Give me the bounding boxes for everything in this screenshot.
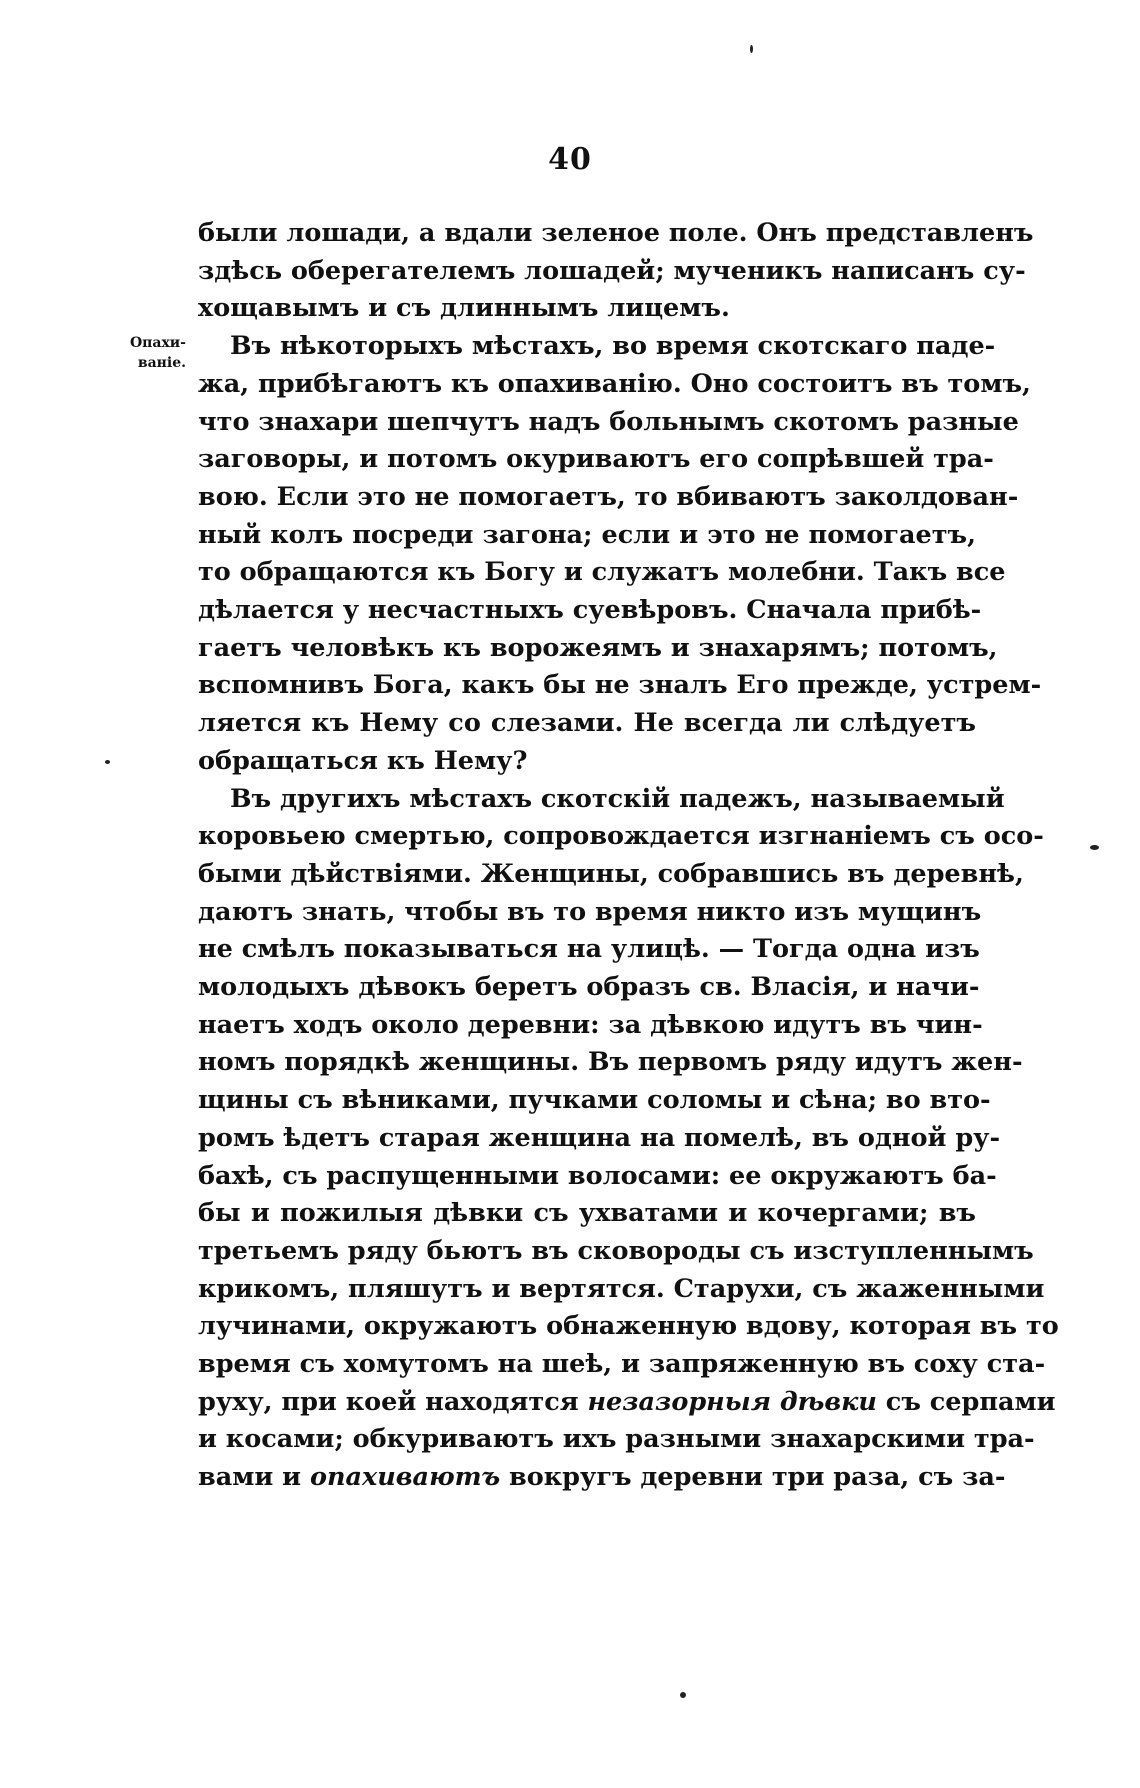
print-speck <box>680 1692 686 1698</box>
text-line: ляется къ Нему со слезами. Не всегда ли слѣдуетъ <box>198 708 976 739</box>
text-line: коровьею смертью, сопровождается изгнаніемъ съ осо- <box>198 821 1044 852</box>
text-line: жа, прибѣгаютъ къ опахиванію. Оно состоитъ въ томъ, <box>198 368 1031 399</box>
italic-phrase: незазорныя дѣвки <box>587 1386 877 1417</box>
text-line: даютъ знать, чтобы въ то время никто изъ мущинъ <box>198 896 982 927</box>
text-line: вою. Если это не помогаетъ, то вбиваютъ заколдован- <box>198 481 1019 512</box>
text-line: и косами; обкуриваютъ ихъ разными знахарскими тра- <box>198 1424 1035 1455</box>
text-line: не смѣлъ показываться на улицѣ. — Тогда одна изъ <box>198 934 980 965</box>
print-speck <box>1090 845 1099 850</box>
text-line: вспомнивъ Бога, какъ бы не зналъ Его прежде, устрем- <box>198 670 1042 701</box>
text-line: молодыхъ дѣвокъ беретъ образъ св. Власія, и начи- <box>198 972 980 1002</box>
text-line: обращаться къ Нему? <box>198 745 528 776</box>
text-line: руху, при коей находятся незазорныя дѣвки съ серпами <box>198 1386 1056 1417</box>
text-line: лучинами, окружаютъ обнаженную вдову, которая въ то <box>198 1311 1059 1342</box>
text-line: ромъ ѣдетъ старая женщина на помелѣ, въ одной ру- <box>198 1122 1001 1153</box>
italic-phrase: опахиваютъ <box>309 1462 501 1493</box>
text-line: щины съ вѣниками, пучками соломы и сѣна; во вто- <box>198 1085 991 1116</box>
text-line: крикомъ, пляшутъ и вертятся. Старухи, съ жаженными <box>198 1273 1045 1304</box>
text-line: что знахари шепчутъ надъ больнымъ скотомъ разные <box>198 406 1019 437</box>
text-line: быми дѣйствіями. Женщины, собравшись въ деревнѣ, <box>198 858 1024 889</box>
text-line: были лошади, а вдали зеленое поле. Онъ представленъ <box>198 218 1034 248</box>
margin-note-line: ваніе. <box>137 355 186 371</box>
text-line: бахѣ, съ распущенными волосами: ее окружаютъ ба- <box>198 1160 997 1191</box>
text-line: третьемъ ряду бьютъ въ сковороды съ изступленнымъ <box>198 1235 1034 1266</box>
page-number: 40 <box>548 142 592 177</box>
text-line: гаетъ человѣкъ къ ворожеямъ и знахарямъ; потомъ, <box>198 632 998 663</box>
text-line: то обращаются къ Богу и служатъ молебни. Такъ все <box>198 557 1006 588</box>
text-line: здѣсь оберегателемъ лошадей; мученикъ написанъ су- <box>198 255 1026 286</box>
text-line: наетъ ходъ около деревни: за дѣвкою идутъ въ чин- <box>198 1009 983 1040</box>
text-line: ный колъ посреди загона; если и это не помогаетъ, <box>198 519 976 550</box>
text-line: хощавымъ и съ длиннымъ лицемъ. <box>198 293 730 324</box>
text-line: бы и пожилыя дѣвки съ ухватами и кочергами; въ <box>198 1198 976 1229</box>
text-line: заговоры, и потомъ окуриваютъ его сопрѣвшей тра- <box>198 444 994 475</box>
margin-note-line: Опахи- <box>129 335 186 351</box>
text-line: Въ нѣкоторыхъ мѣстахъ, во время скотскаго паде- <box>230 331 996 362</box>
print-speck <box>105 760 110 764</box>
text-line: время съ хомутомъ на шеѣ, и запряженную въ соху ста- <box>198 1349 1046 1379</box>
text-line: номъ порядкѣ женщины. Въ первомъ ряду идутъ жен- <box>198 1047 1023 1078</box>
print-speck <box>750 45 753 53</box>
text-line: вами и опахиваютъ вокругъ деревни три раза, съ за- <box>198 1462 1006 1493</box>
margin-note <box>128 333 186 373</box>
text-line: Въ другихъ мѣстахъ скотскій падежъ, называемый <box>230 783 1005 814</box>
text-line: дѣлается у несчастныхъ суевѣровъ. Сначала прибѣ- <box>198 595 982 625</box>
